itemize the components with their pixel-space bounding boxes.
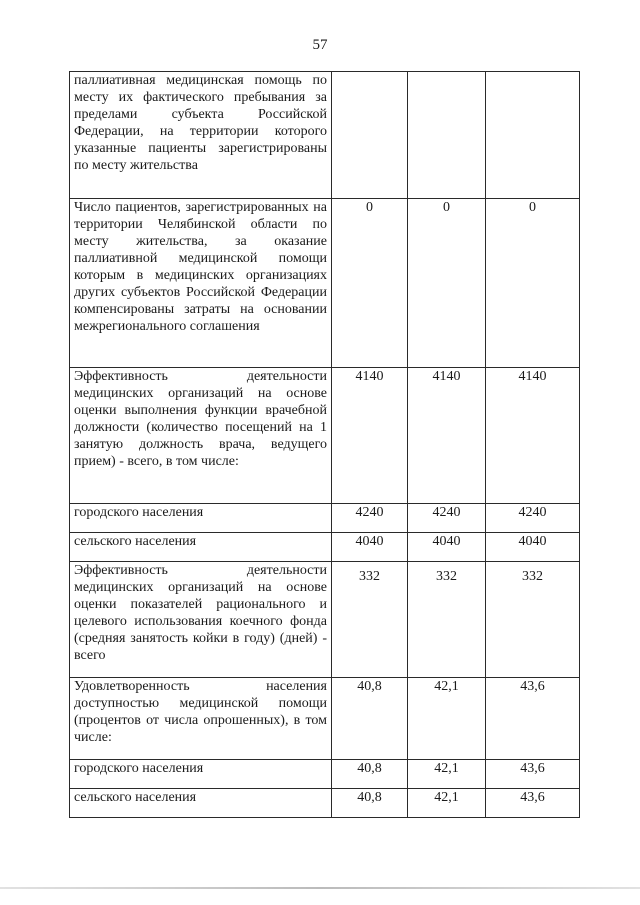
page-number: 57 — [312, 37, 328, 53]
value-cell: 0 — [486, 199, 580, 368]
value-cell: 332 — [332, 562, 408, 678]
value-cell: 4240 — [486, 504, 580, 533]
value-cell — [408, 72, 486, 199]
value-cell: 4040 — [486, 533, 580, 562]
value-cell: 43,6 — [486, 760, 580, 789]
indicator-sub-label: сельского населения — [70, 533, 332, 562]
value-cell: 43,6 — [486, 678, 580, 760]
indicator-label: Эффективность деятельности медицинских организаций на основе оценки показателей рационального и целевого использования коечного фонда (средняя занятость койки в году) (дней) - всего — [70, 562, 332, 678]
value-cell: 43,6 — [486, 789, 580, 818]
table-row — [70, 678, 580, 760]
indicator-label: паллиативная медицинская помощь по месту их фактического пребывания за пределами субъекта Российской Федерации, на территории которого указанные пациенты зарегистрированы по месту жительства — [70, 72, 332, 199]
value-cell: 40,8 — [332, 789, 408, 818]
value-cell: 40,8 — [332, 678, 408, 760]
indicator-label: Удовлетворенность населения доступностью медицинской помощи (процентов от числа опрошенных), в том числе: — [70, 678, 332, 760]
value-cell: 40,8 — [332, 760, 408, 789]
value-cell: 4140 — [408, 368, 486, 504]
value-cell: 332 — [486, 562, 580, 678]
value-cell: 4040 — [332, 533, 408, 562]
value-cell: 42,1 — [408, 678, 486, 760]
indicator-label: Эффективность деятельности медицинских организаций на основе оценки выполнения функции врачебной должности (количество посещений на 1 занятую должность врача, ведущего прием) - всего, в том числе: — [70, 368, 332, 504]
table-row — [70, 789, 580, 818]
scan-edge-line — [0, 887, 640, 889]
value-cell: 332 — [408, 562, 486, 678]
value-cell — [332, 72, 408, 199]
indicator-sub-label: городского населения — [70, 504, 332, 533]
indicators-table — [69, 71, 580, 818]
table-row — [70, 368, 580, 504]
table-row — [70, 760, 580, 789]
value-cell: 4240 — [408, 504, 486, 533]
table-row — [70, 504, 580, 533]
table-row — [70, 562, 580, 678]
indicator-label: Число пациентов, зарегистрированных на территории Челябинской области по месту жительства, за оказание паллиативной медицинской помощи которым в медицинских организациях других субъектов Российской Федерации компенсированы затраты на основании межрегионального соглашения — [70, 199, 332, 368]
value-cell: 4040 — [408, 533, 486, 562]
value-cell: 0 — [332, 199, 408, 368]
value-cell: 4140 — [486, 368, 580, 504]
indicator-sub-label: сельского населения — [70, 789, 332, 818]
value-cell — [486, 72, 580, 199]
table-row — [70, 199, 580, 368]
table-row — [70, 72, 580, 199]
value-cell: 42,1 — [408, 760, 486, 789]
value-cell: 0 — [408, 199, 486, 368]
value-cell: 42,1 — [408, 789, 486, 818]
value-cell: 4140 — [332, 368, 408, 504]
value-cell: 4240 — [332, 504, 408, 533]
table-row — [70, 533, 580, 562]
indicator-sub-label: городского населения — [70, 760, 332, 789]
